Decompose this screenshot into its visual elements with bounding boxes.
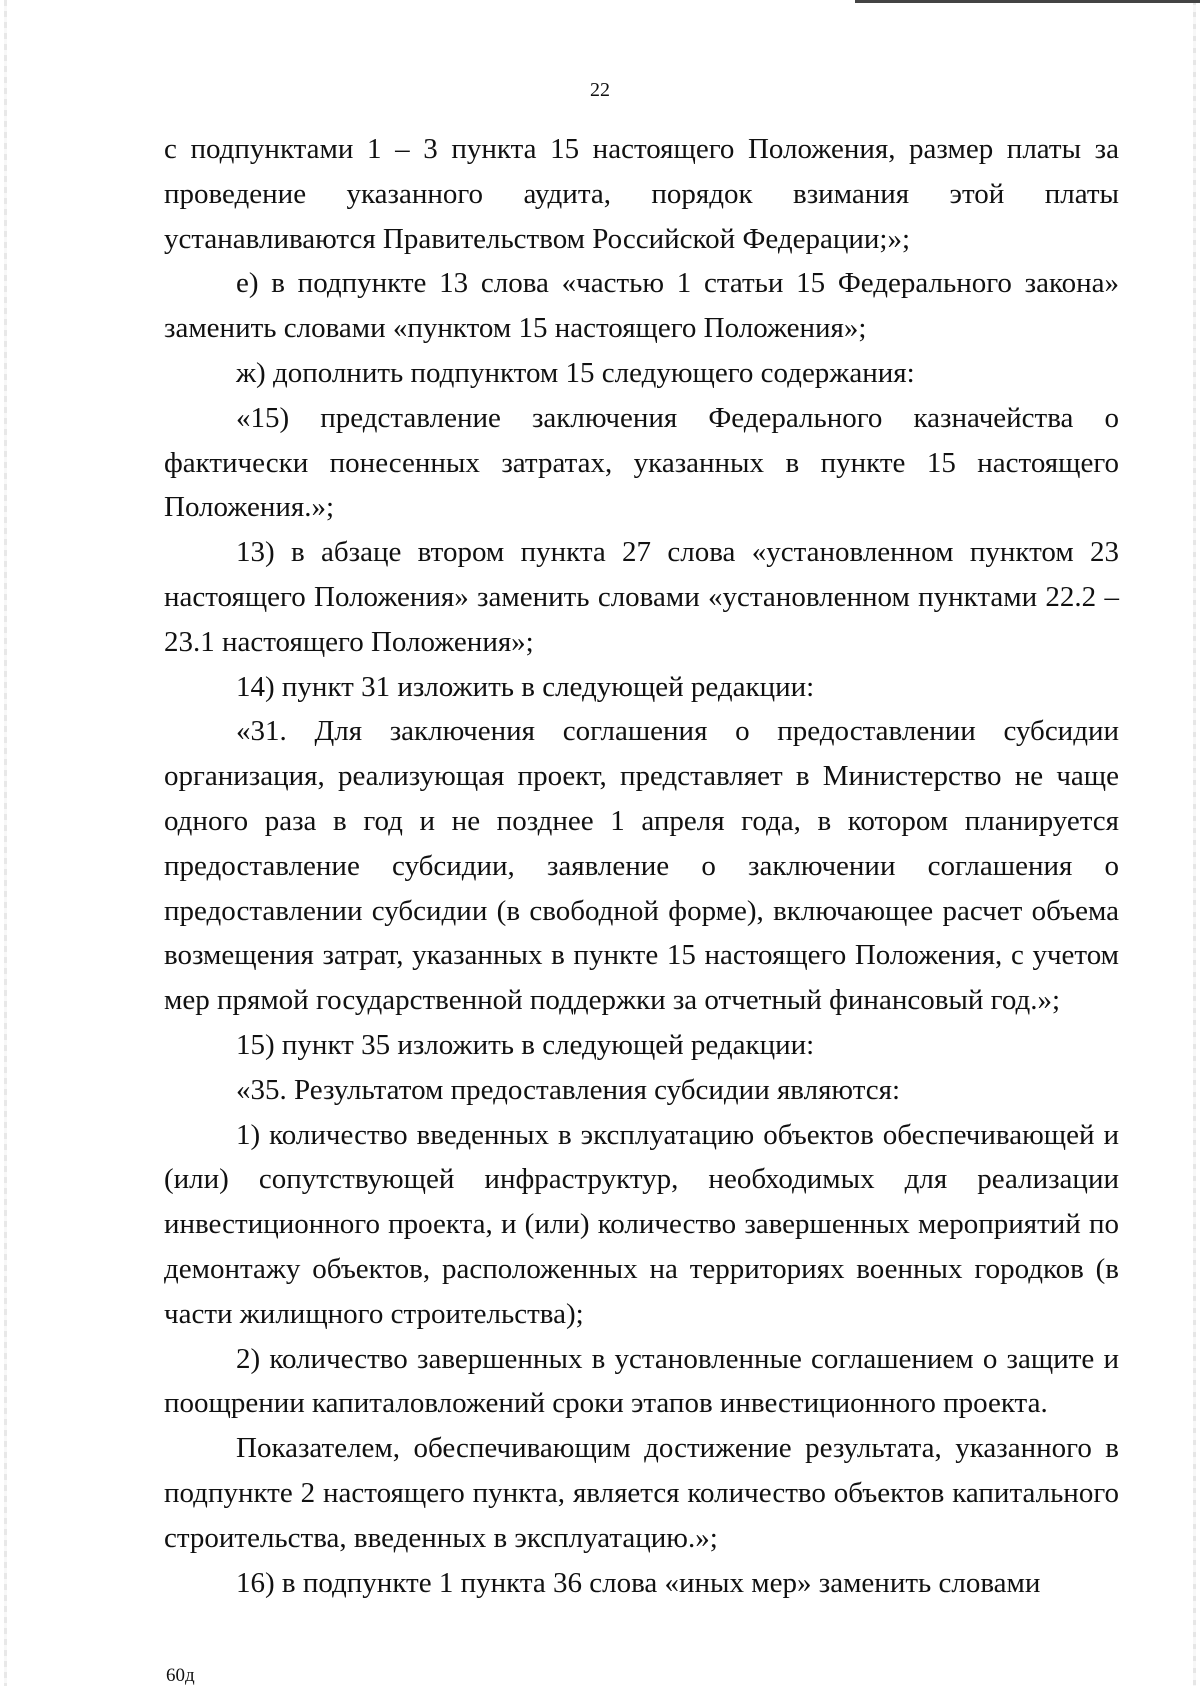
paragraph: Показателем, обеспечивающим достижение результата, указанного в подпункте 2 настоящего пункта, является количество объектов капитального строительства, введенных в эксплуатацию.»; [164,1432,1119,1554]
paragraph: 2) количество завершенных в установленные соглашением о защите и поощрении капиталовложений сроки этапов инвестиционного проекта. [164,1342,1119,1420]
document-code: 60д [166,1665,195,1686]
paragraph: «35. Результатом предоставления субсидии являются: [236,1073,900,1106]
paragraph: с подпунктами 1 – 3 пункта 15 настоящего Положения, размер платы за проведение указанного аудита, порядок взимания этой платы устанавливаются Правительством Российской Федерации;»; [164,133,1119,255]
paragraph: 15) пункт 35 изложить в следующей редакции: [236,1028,815,1061]
document-body [164,127,1119,1605]
paragraph: «15) представление заключения Федерального казначейства о фактически понесенных затратах, указанных в пункте 15 настоящего Положения.»; [164,401,1119,524]
paragraph: ж) дополнить подпунктом 15 следующего содержания: [236,356,915,389]
paragraph: е) в подпункте 13 слова «частью 1 статьи 15 Федерального закона» заменить словами «пунктом 15 настоящего Положения»; [164,267,1119,345]
paragraph: 13) в абзаце втором пункта 27 слова «установленном пунктом 23 настоящего Положения» заменить словами «установленном пунктами 22.2 – 23.1 настоящего Положения»; [164,536,1119,658]
scan-top-edge [855,0,1200,3]
paragraph: 1) количество введенных в эксплуатацию объектов обеспечивающей и (или) сопутствующей инфраструктур, необходимых для реализации инвестиционного проекта, и (или) количество завершенных мероприятий по демонтажу объектов, расположенных на территориях военных городков (в части жилищного строительства); [164,1118,1119,1330]
scan-edge-left [4,0,7,1686]
scan-edge-right [1193,0,1196,1686]
paragraph: 14) пункт 31 изложить в следующей редакции: [236,670,815,703]
paragraph: 16) в подпункте 1 пункта 36 слова «иных мер» заменить словами [236,1566,1041,1599]
page-number: 22 [590,79,610,101]
paragraph: «31. Для заключения соглашения о предоставлении субсидии организация, реализующая проект, представляет в Министерство не чаще одного раза в год и не позднее 1 апреля года, в котором планируется предоставление субсидии, заявление о заключении соглашения о предоставлении субсидии (в свободной форме), включающее расчет объема возмещения затрат, указанных в пункте 15 настоящего Положения, с учетом мер прямой государственной поддержки за отчетный финансовый год.»; [164,715,1119,1017]
